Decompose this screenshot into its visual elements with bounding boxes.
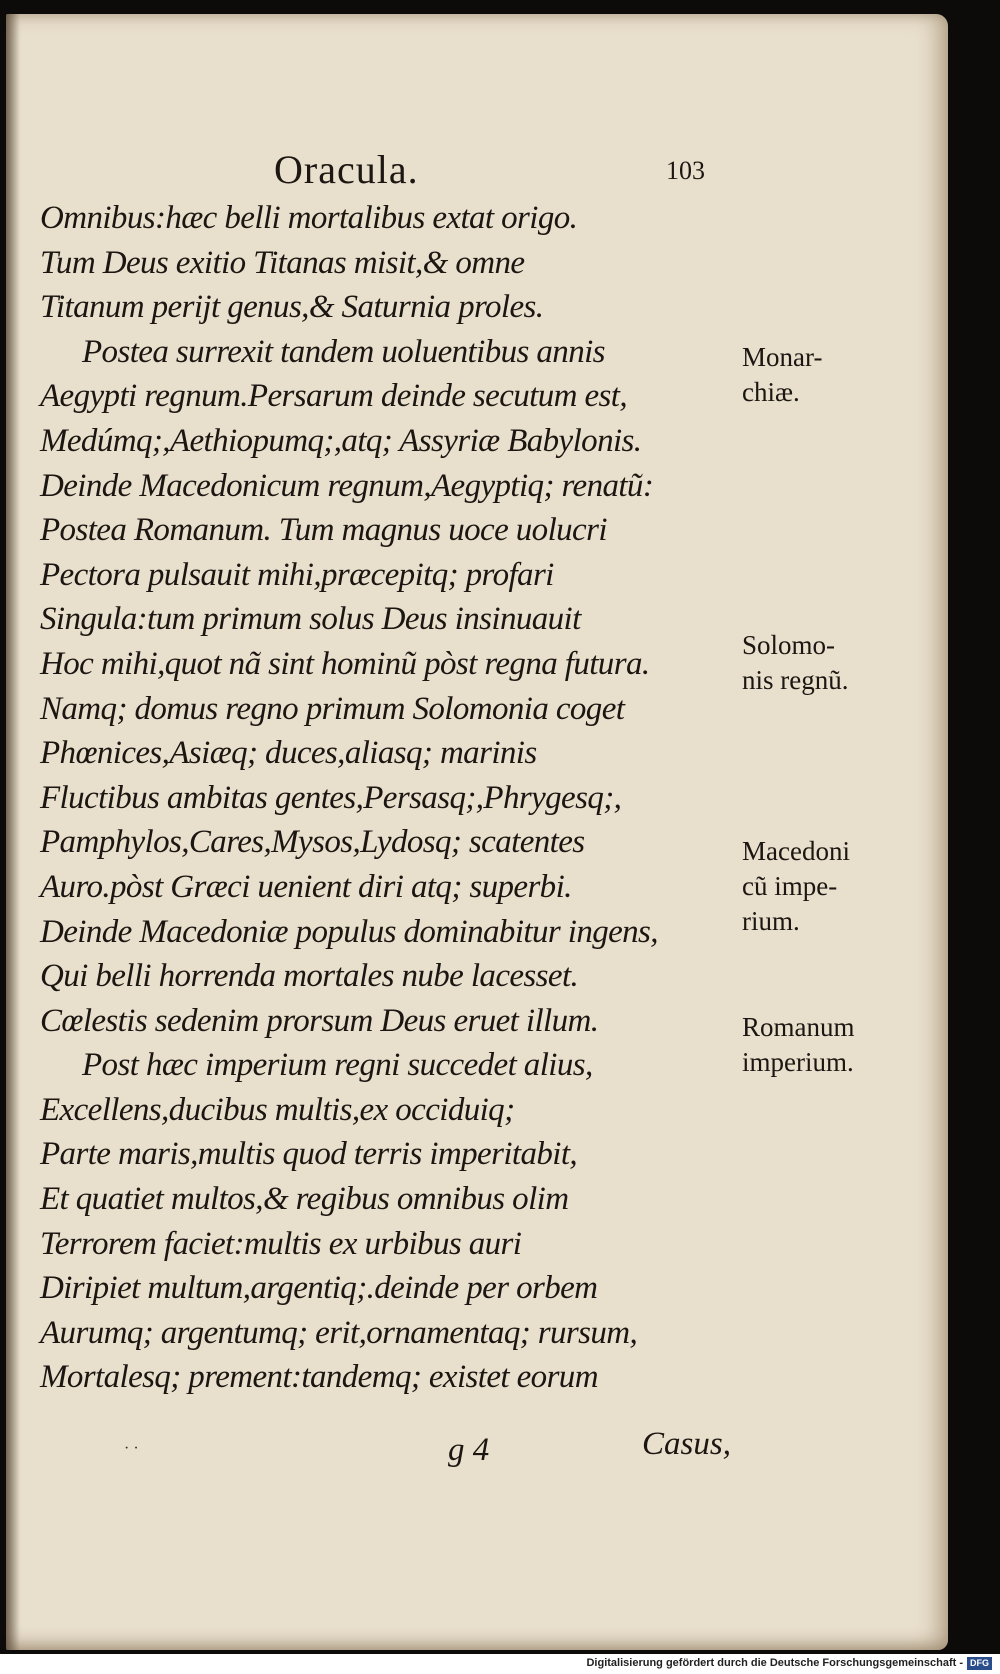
- verse-line: Titanum perijt genus,& Saturnia proles.: [40, 289, 544, 326]
- gloss-line: imperium.: [742, 1047, 854, 1077]
- gloss-line: Solomo-: [742, 630, 836, 660]
- catchword: Casus,: [642, 1426, 731, 1462]
- verse-line: Aurumq; argentumq; erit,ornamentaq; rursum,: [40, 1314, 638, 1351]
- gloss-line: Romanum: [742, 1012, 855, 1042]
- verse-line: Et quatiet multos,& regibus omnibus olim: [40, 1181, 569, 1218]
- verse-line: Parte maris,multis quod terris imperitabit,: [40, 1136, 578, 1173]
- verse-line: Deinde Macedoniæ populus dominabitur ingens,: [40, 913, 658, 950]
- page-spine-shadow: [6, 14, 20, 1650]
- verse-line: Omnibus:hæc belli mortalibus extat origo.: [40, 200, 578, 236]
- gloss-line: Macedoni: [742, 836, 850, 866]
- verse-line: Auro.pòst Græci uenient diri atq; superbi.: [40, 868, 572, 905]
- dfg-logo: DFG: [967, 1657, 992, 1670]
- funding-note-text: Digitalisierung gefördert durch die Deutsche Forschungsgemeinschaft -: [586, 1657, 963, 1669]
- verse-line: Excellens,ducibus multis,ex occiduiq;: [40, 1091, 515, 1128]
- book-page: [6, 14, 948, 1650]
- verse-line: Pectora pulsauit mihi,præcepitq; profari: [40, 556, 554, 593]
- verse-line: Hoc mihi,quot nã sint hominũ pòst regna futura.: [40, 645, 650, 682]
- verse-line: Qui belli horrenda mortales nube lacesset.: [40, 958, 579, 995]
- verse-line: Aegypti regnum.Persarum deinde secutum est,: [40, 378, 628, 415]
- verse-line: Singula:tum primum solus Deus insinuauit: [40, 601, 581, 638]
- gloss-line: Monar-: [742, 342, 823, 372]
- verse-line: Medúmq;,Aethiopumq;,atq; Assyriæ Babylonis.: [40, 422, 642, 459]
- ink-specks: · ·: [124, 1440, 139, 1457]
- folio-number: 103: [666, 156, 705, 185]
- verse-line: Terrorem faciet:multis ex urbibus auri: [40, 1225, 522, 1262]
- page-header: [6, 146, 948, 196]
- gloss-line: nis regnũ.: [742, 665, 849, 695]
- funding-credit-bar: [0, 1654, 1000, 1674]
- running-head: Oracula.: [274, 147, 419, 192]
- margin-gloss-monarchiae: [742, 340, 942, 410]
- verse-line: Tum Deus exitio Titanas misit,& omne: [40, 244, 525, 281]
- verse-line: Postea surrexit tandem uoluentibus annis: [82, 333, 605, 370]
- verse-line: Mortalesq; prement:tandemq; existet eorum: [40, 1359, 598, 1396]
- margin-gloss-solomonis: [742, 628, 942, 698]
- verse-line: Post hæc imperium regni succedet alius,: [82, 1047, 593, 1084]
- verse-line: Cœlestis sedenim prorsum Deus eruet illum.: [40, 1002, 599, 1039]
- gloss-line: chiæ.: [742, 377, 800, 407]
- signature-mark: g 4: [448, 1432, 490, 1468]
- margin-gloss-romanum: [742, 1010, 942, 1080]
- page-footer: [6, 1426, 948, 1480]
- verse-line: Deinde Macedonicum regnum,Aegyptiq; renatũ:: [40, 467, 654, 504]
- funding-note: [586, 1657, 992, 1670]
- verse-text-block: [40, 196, 730, 1400]
- gloss-line: cũ impe-: [742, 871, 838, 901]
- verse-line: Phœnices,Asiæq; duces,aliasq; marinis: [40, 735, 537, 772]
- verse-line: Namq; domus regno primum Solomonia coget: [40, 690, 625, 727]
- gloss-line: rium.: [742, 906, 800, 936]
- verse-line: Diripiet multum,argentiq;.deinde per orbem: [40, 1270, 598, 1307]
- verse-line: Postea Romanum. Tum magnus uoce uolucri: [40, 512, 607, 549]
- verse-line: Pamphylos,Cares,Mysos,Lydosq; scatentes: [40, 824, 585, 861]
- margin-gloss-macedonicum: [742, 834, 942, 939]
- verse-line: Fluctibus ambitas gentes,Persasq;,Phrygesq;,: [40, 779, 622, 816]
